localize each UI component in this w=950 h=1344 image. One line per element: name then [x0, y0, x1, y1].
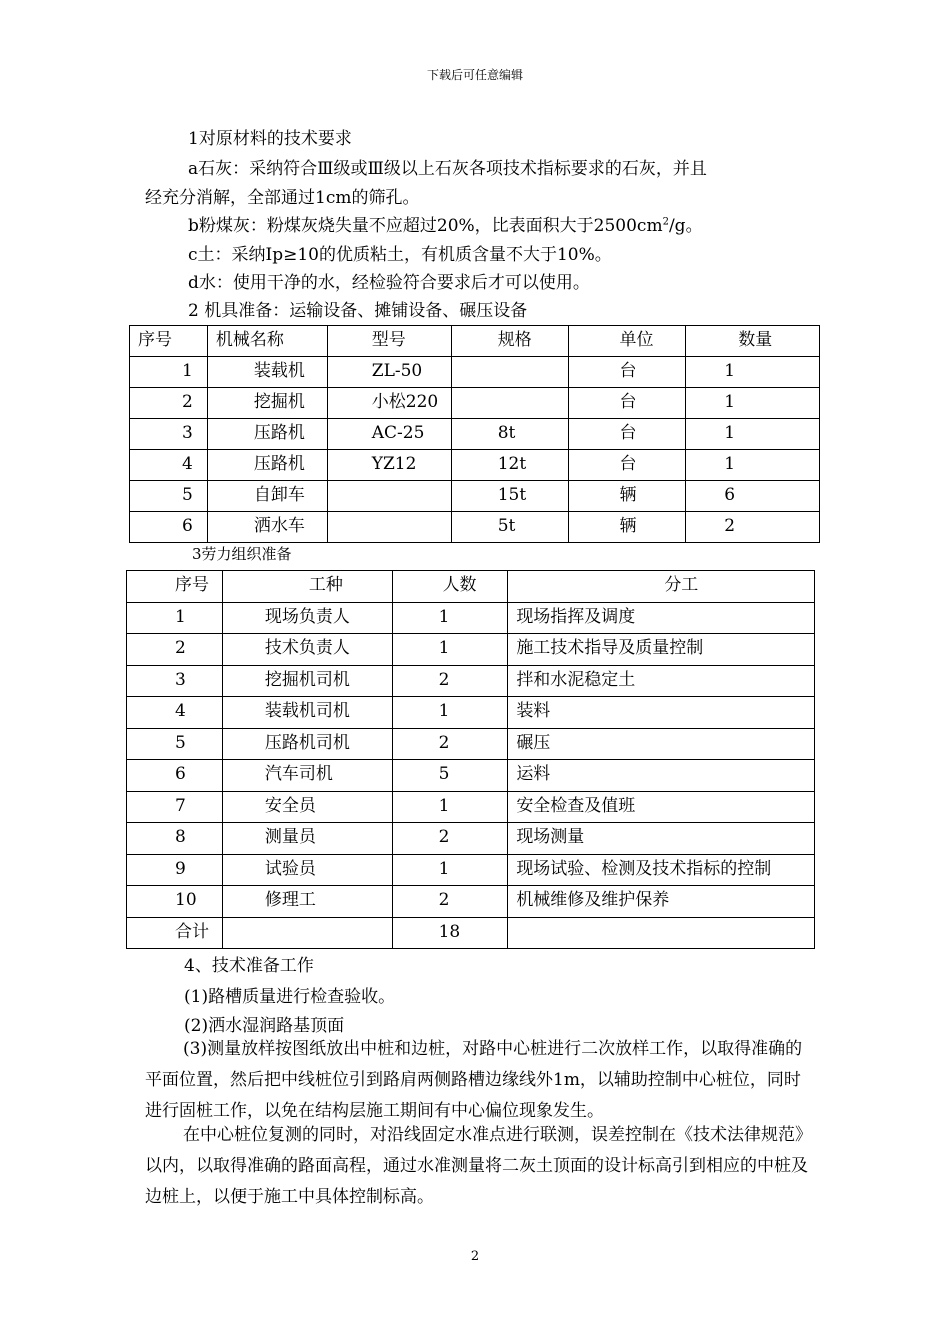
- labor-row: [127, 697, 815, 729]
- machinery-header-cell: 单位: [569, 326, 686, 357]
- labor-cell: 技术负责人: [222, 634, 392, 666]
- machinery-cell: 辆: [569, 512, 686, 543]
- machinery-row: [130, 388, 820, 419]
- machinery-cell: [451, 357, 569, 388]
- machinery-header-cell: 机械名称: [207, 326, 327, 357]
- labor-cell: 1: [392, 602, 508, 634]
- machinery-header-cell: 序号: [130, 326, 208, 357]
- labor-header-cell: 分工: [508, 571, 815, 603]
- labor-row: [127, 760, 815, 792]
- section2-title: 2 机具准备：运输设备、摊铺设备、碾压设备: [188, 301, 528, 321]
- tech-item-3: [145, 1034, 809, 1127]
- labor-cell: 汽车司机: [222, 760, 392, 792]
- machinery-cell: ZL-50: [327, 357, 451, 388]
- machinery-cell: 洒水车: [207, 512, 327, 543]
- labor-cell: 7: [127, 791, 223, 823]
- page-number: 2: [470, 1249, 480, 1264]
- machinery-cell: 压路机: [207, 419, 327, 450]
- labor-cell: 2: [392, 886, 508, 918]
- labor-cell: 4: [127, 697, 223, 729]
- machinery-cell: 装载机: [207, 357, 327, 388]
- machinery-row: [130, 357, 820, 388]
- labor-row: [127, 634, 815, 666]
- labor-cell: 1: [392, 791, 508, 823]
- page-header: 下载后可任意编辑: [426, 68, 523, 82]
- machinery-cell: 2: [130, 388, 208, 419]
- labor-cell: 安全员: [222, 791, 392, 823]
- flyash-requirement: [188, 211, 868, 236]
- machinery-cell: AC-25: [327, 419, 451, 450]
- labor-cell: 测量员: [222, 823, 392, 855]
- labor-cell: 2: [392, 665, 508, 697]
- soil-requirement: c土：采纳Ip≥10的优质粘土，有机质含量不大于10%。: [188, 245, 612, 265]
- labor-row: [127, 823, 815, 855]
- section4-title: 4、技术准备工作: [184, 956, 314, 976]
- labor-row: [127, 728, 815, 760]
- machinery-row: [130, 481, 820, 512]
- machinery-header-row: [130, 326, 820, 357]
- labor-header-cell: 序号: [127, 571, 223, 603]
- labor-cell: 1: [392, 697, 508, 729]
- machinery-cell: 2: [686, 512, 820, 543]
- labor-cell: 1: [392, 634, 508, 666]
- machinery-cell: 小松220: [327, 388, 451, 419]
- machinery-row: [130, 419, 820, 450]
- labor-cell: 18: [392, 917, 508, 949]
- machinery-cell: 1: [130, 357, 208, 388]
- labor-row: [127, 665, 815, 697]
- labor-cell: [222, 917, 392, 949]
- benchmark-paragraph-text: 在中心桩位复测的同时，对沿线固定水准点进行联测，误差控制在《技术法律规范》以内，以取得准确的路面高程，通过水准测量将二灰土顶面的设计标高引到相应的中桩及边桩上，以便于施工中具体控制标高。: [145, 1125, 808, 1207]
- machinery-header-cell: 数量: [686, 326, 820, 357]
- machinery-cell: 挖掘机: [207, 388, 327, 419]
- labor-cell: 现场试验、检测及技术指标的控制: [508, 854, 815, 886]
- machinery-cell: 8t: [451, 419, 569, 450]
- flyash-text: b粉煤灰：粉煤灰烧失量不应超过20%，比表面积大于2500cm: [188, 216, 663, 236]
- machinery-header-cell: 型号: [327, 326, 451, 357]
- labor-cell: 拌和水泥稳定土: [508, 665, 815, 697]
- labor-row: [127, 602, 815, 634]
- machinery-row: [130, 512, 820, 543]
- labor-cell: 8: [127, 823, 223, 855]
- labor-cell: 10: [127, 886, 223, 918]
- labor-cell: 5: [127, 728, 223, 760]
- labor-cell: 现场测量: [508, 823, 815, 855]
- labor-cell: 合计: [127, 917, 223, 949]
- machinery-cell: [327, 512, 451, 543]
- labor-cell: 试验员: [222, 854, 392, 886]
- machinery-cell: 6: [686, 481, 820, 512]
- labor-cell: 压路机司机: [222, 728, 392, 760]
- machinery-cell: 3: [130, 419, 208, 450]
- machinery-cell: [327, 481, 451, 512]
- machinery-row: [130, 450, 820, 481]
- machinery-cell: 辆: [569, 481, 686, 512]
- labor-cell: 2: [392, 823, 508, 855]
- labor-cell: 2: [392, 728, 508, 760]
- machinery-cell: 5t: [451, 512, 569, 543]
- machinery-cell: 台: [569, 357, 686, 388]
- labor-cell: 3: [127, 665, 223, 697]
- machinery-header-cell: 规格: [451, 326, 569, 357]
- lime-requirement-line1: a石灰：采纳符合Ⅲ级或Ⅲ级以上石灰各项技术指标要求的石灰，并且: [188, 159, 707, 179]
- labor-cell: 修理工: [222, 886, 392, 918]
- tech-item-3-text: (3)测量放样按图纸放出中桩和边桩，对路中心桩进行二次放样工作，以取得准确的平面位置，然后把中线桩位引到路肩两侧路槽边缘线外1m，以辅助控制中心桩位，同时进行固桩工作，以免在结构层施工期间有中心偏位现象发生。: [145, 1039, 803, 1121]
- flyash-unit: /g。: [668, 216, 703, 236]
- tech-item-1: (1)路槽质量进行检查验收。: [184, 987, 396, 1007]
- labor-cell: 机械维修及维护保养: [508, 886, 815, 918]
- labor-row: [127, 886, 815, 918]
- flyash-superscript: 2: [662, 216, 669, 228]
- machinery-table: [129, 325, 820, 543]
- labor-cell: [508, 917, 815, 949]
- section3-title: 3劳力组织准备: [192, 545, 292, 563]
- machinery-cell: 1: [686, 357, 820, 388]
- labor-header-row: [127, 571, 815, 603]
- labor-cell: 装载机司机: [222, 697, 392, 729]
- machinery-cell: [451, 388, 569, 419]
- labor-cell: 6: [127, 760, 223, 792]
- machinery-cell: 4: [130, 450, 208, 481]
- lime-requirement-line2: 经充分消解，全部通过1cm的筛孔。: [145, 188, 420, 208]
- machinery-cell: 台: [569, 419, 686, 450]
- labor-cell: 施工技术指导及质量控制: [508, 634, 815, 666]
- labor-cell: 装料: [508, 697, 815, 729]
- labor-cell: 现场指挥及调度: [508, 602, 815, 634]
- labor-row: [127, 917, 815, 949]
- machinery-cell: 台: [569, 450, 686, 481]
- labor-cell: 安全检查及值班: [508, 791, 815, 823]
- machinery-cell: 1: [686, 450, 820, 481]
- water-requirement: d水：使用干净的水，经检验符合要求后才可以使用。: [188, 273, 590, 293]
- labor-cell: 1: [392, 854, 508, 886]
- machinery-cell: YZ12: [327, 450, 451, 481]
- labor-cell: 现场负责人: [222, 602, 392, 634]
- machinery-cell: 12t: [451, 450, 569, 481]
- machinery-cell: 自卸车: [207, 481, 327, 512]
- machinery-cell: 15t: [451, 481, 569, 512]
- section1-title: 1对原材料的技术要求: [188, 129, 352, 149]
- machinery-cell: 台: [569, 388, 686, 419]
- machinery-cell: 压路机: [207, 450, 327, 481]
- labor-row: [127, 791, 815, 823]
- labor-header-cell: 人数: [392, 571, 508, 603]
- tech-item-2: (2)洒水湿润路基顶面: [184, 1016, 345, 1036]
- labor-row: [127, 854, 815, 886]
- labor-cell: 9: [127, 854, 223, 886]
- machinery-cell: 1: [686, 388, 820, 419]
- labor-cell: 5: [392, 760, 508, 792]
- labor-table: [126, 570, 815, 949]
- labor-cell: 1: [127, 602, 223, 634]
- machinery-cell: 5: [130, 481, 208, 512]
- labor-header-cell: 工种: [222, 571, 392, 603]
- labor-cell: 挖掘机司机: [222, 665, 392, 697]
- labor-cell: 碾压: [508, 728, 815, 760]
- machinery-cell: 6: [130, 512, 208, 543]
- benchmark-paragraph: [145, 1120, 809, 1213]
- labor-cell: 运料: [508, 760, 815, 792]
- labor-cell: 2: [127, 634, 223, 666]
- machinery-cell: 1: [686, 419, 820, 450]
